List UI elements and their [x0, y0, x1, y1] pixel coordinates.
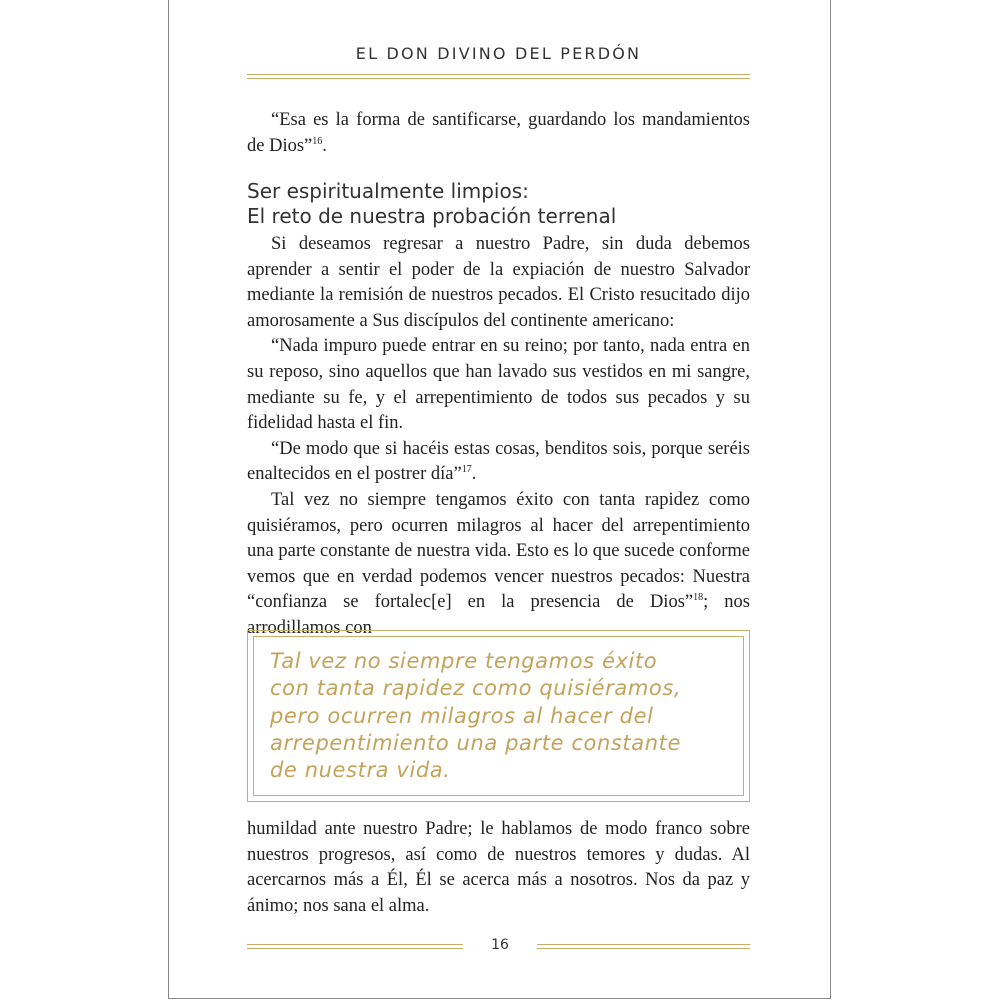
section-heading: [247, 179, 750, 229]
running-title: EL DON DIVINO DEL PERDÓN: [355, 44, 642, 63]
text-block-main: [247, 232, 750, 642]
paragraph: Tal vez no siempre tengamos éxito con tanta rapidez como quisiéramos, pero ocurren milagros al hacer del arrepentimiento una parte constante de nuestra vida. Esto es lo que sucede conforme vemos que en verdad podemos vencer nuestros pecados: Nuestra “confianza se fortalec[e] en la presencia de Dios”$^{18}$; nos arrodillamos con: [247, 489, 750, 638]
text-block-top: [247, 108, 750, 159]
pullquote-line: de nuestra vida.: [270, 758, 451, 783]
paragraph: humildad ante nuestro Padre; le hablamos de modo franco sobre nuestros progresos, así como de nuestros temores y dudas. Al acercarnos más a Él, Él se acerca más a nosotros. Nos da paz y ánimo; nos sana el alma.: [247, 819, 750, 916]
paragraph: “Esa es la forma de santificarse, guardando los mandamientos de Dios”$^{16}$.: [247, 110, 750, 156]
footer-rule-right: [537, 944, 750, 949]
paragraph: Si deseamos regresar a nuestro Padre, sin duda debemos aprender a sentir el poder de la expiación de nuestro Salvador mediante la remisión de nuestros pecados. El Cristo resucitado dijo amorosamente a Sus discípulos del continente americano:: [247, 234, 750, 331]
heading-line-1: Ser espiritualmente limpios:: [247, 179, 529, 203]
pullquote-line: arrepentimiento una parte constante: [270, 730, 681, 755]
pullquote-line: pero ocurren milagros al hacer del: [270, 703, 654, 728]
paragraph: “De modo que si hacéis estas cosas, benditos sois, porque seréis enaltecidos en el postrer día”$^{17}$.: [247, 438, 750, 485]
pullquote-line: con tanta rapidez como quisiéramos,: [270, 676, 682, 701]
footnote-ref: 16: [312, 135, 323, 147]
footnote-ref: 18: [693, 592, 704, 604]
paragraph: “Nada impuro puede entrar en su reino; por tanto, nada entra en su reposo, sino aquellos que han lavado sus vestidos en mi sangre, mediante su fe, y el arrepentimiento de todos sus pecados y su fidelidad hasta el fin.: [247, 336, 750, 434]
pullquote: [270, 648, 720, 784]
footer-rule-left: [247, 944, 463, 949]
header-rule: [247, 74, 750, 79]
heading-line-2: El reto de nuestra probación terrenal: [247, 204, 617, 228]
text-block-bottom: [247, 817, 750, 919]
footnote-ref: 17: [461, 464, 472, 476]
page-number: 16: [491, 937, 509, 953]
pullquote-line: Tal vez no siempre tengamos éxito: [270, 649, 658, 673]
